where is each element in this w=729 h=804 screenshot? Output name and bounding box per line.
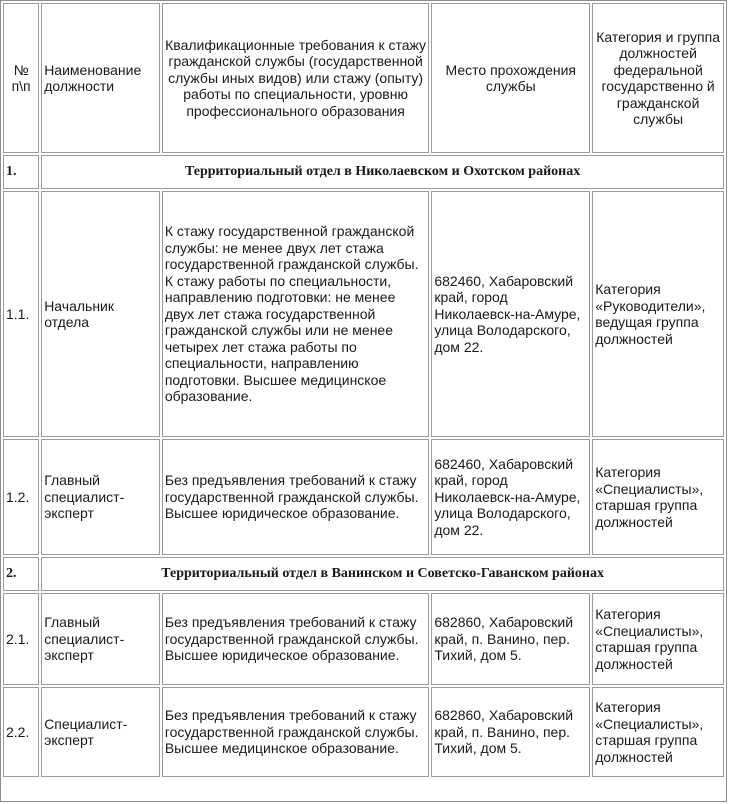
position-category: Категория «Специалисты», старшая группа должностей bbox=[592, 593, 724, 685]
position-category: Категория «Специалисты», старшая группа должностей bbox=[592, 439, 724, 555]
service-location: 682860, Хабаровский край, п. Ванино, пер. Тихий, дом 5. bbox=[431, 593, 590, 685]
position-category: Категория «Руководители», ведущая группа должностей bbox=[592, 191, 724, 437]
position-name: Главный специалист-эксперт bbox=[41, 439, 160, 555]
row-number: 1.1. bbox=[3, 191, 39, 437]
position-name: Главный специалист-эксперт bbox=[41, 593, 160, 685]
qualification-requirements: К стажу государственной гражданской службы: не менее двух лет стажа государственной гражданской службы. К стажу работы по специальности, направлению подготовки: не менее двух лет стажа государственной гражданской службы или не менее четырех лет стажа работы по специальности, направлению подготовки. Высшее медицинское образование. bbox=[162, 191, 430, 437]
header-position: Наименование должности bbox=[41, 3, 160, 153]
position-name: Начальник отдела bbox=[41, 191, 160, 437]
header-requirements: Квалификационные требования к стажу гражданской службы (государственной службы иных видов) или стажу (опыту) работы по специальности, уровню профессионального образования bbox=[162, 3, 430, 153]
position-name: Специалист-эксперт bbox=[41, 687, 160, 777]
qualification-requirements: Без предъявления требований к стажу государственной гражданской службы. Высшее медицинское образование. bbox=[162, 687, 430, 777]
service-location: 682860, Хабаровский край, п. Ванино, пер. Тихий, дом 5. bbox=[431, 687, 590, 777]
table-row bbox=[3, 439, 724, 555]
table-header-row bbox=[3, 3, 724, 153]
table-row bbox=[3, 593, 724, 685]
qualification-requirements: Без предъявления требований к стажу государственной гражданской службы. Высшее юридическое образование. bbox=[162, 593, 430, 685]
header-location: Место прохождения службы bbox=[431, 3, 590, 153]
section-row bbox=[3, 557, 724, 591]
section-title: Территориальный отдел в Ванинском и Советско-Гаванском районах bbox=[41, 557, 724, 591]
section-title: Территориальный отдел в Николаевском и Охотском районах bbox=[41, 155, 724, 189]
section-number: 2. bbox=[3, 557, 39, 591]
qualification-requirements: Без предъявления требований к стажу государственной гражданской службы. Высшее юридическое образование. bbox=[162, 439, 430, 555]
table-row bbox=[3, 687, 724, 777]
row-number: 2.2. bbox=[3, 687, 39, 777]
row-number: 1.2. bbox=[3, 439, 39, 555]
header-category: Категория и группа должностей федеральной государственно й гражданской службы bbox=[592, 3, 724, 153]
table-row bbox=[3, 191, 724, 437]
header-num: № п\п bbox=[3, 3, 39, 153]
service-location: 682460, Хабаровский край, город Николаевск-на-Амуре, улица Володарского, дом 22. bbox=[431, 439, 590, 555]
section-row bbox=[3, 155, 724, 189]
position-category: Категория «Специалисты», старшая группа должностей bbox=[592, 687, 724, 777]
row-number: 2.1. bbox=[3, 593, 39, 685]
section-number: 1. bbox=[3, 155, 39, 189]
vacancy-table bbox=[1, 1, 726, 779]
service-location: 682460, Хабаровский край, город Николаевск-на-Амуре, улица Володарского, дом 22. bbox=[431, 191, 590, 437]
